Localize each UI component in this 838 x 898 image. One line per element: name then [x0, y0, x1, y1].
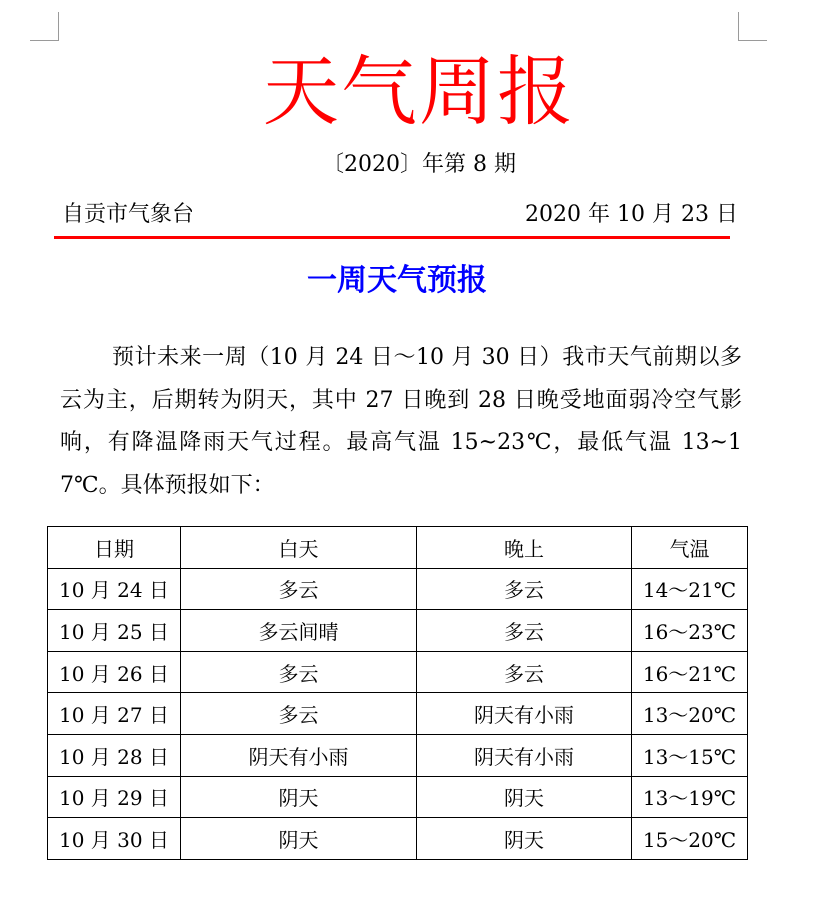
cell-date: 10 月 25 日 [48, 610, 181, 652]
table-row [48, 568, 748, 610]
cell-night: 多云 [417, 651, 632, 693]
header-night: 晚上 [417, 527, 632, 569]
cell-night: 多云 [417, 610, 632, 652]
cell-date: 10 月 29 日 [48, 776, 181, 818]
cell-daytime: 多云 [181, 651, 417, 693]
table-row [48, 693, 748, 735]
publish-date: 2020 年 10 月 23 日 [525, 202, 738, 227]
cell-temperature: 16～21℃ [632, 651, 748, 693]
cell-date: 10 月 28 日 [48, 734, 181, 776]
cell-date: 10 月 30 日 [48, 818, 181, 860]
header-date: 日期 [48, 527, 181, 569]
cell-temperature: 13～20℃ [632, 693, 748, 735]
page-corner-mark-right [738, 12, 767, 41]
cell-daytime: 多云 [181, 568, 417, 610]
cell-daytime: 多云间晴 [181, 610, 417, 652]
page-corner-mark-left [30, 12, 59, 41]
cell-night: 阴天 [417, 818, 632, 860]
cell-night: 多云 [417, 568, 632, 610]
table-row [48, 651, 748, 693]
forecast-summary: 预计未来一周（10 月 24 日～10 月 30 日）我市天气前期以多云为主，后期转为阴天，其中 27 日晚到 28 日晚受地面弱冷空气影响，有降温降雨天气过程。最高气温 15~23℃，最低气温 13~17℃。具体预报如下： [60, 345, 742, 498]
cell-night: 阴天有小雨 [417, 734, 632, 776]
cell-daytime: 阴天 [181, 776, 417, 818]
cell-date: 10 月 27 日 [48, 693, 181, 735]
publisher-name: 自贡市气象台 [62, 202, 195, 227]
table-row [48, 776, 748, 818]
table-row [48, 818, 748, 860]
forecast-table [47, 526, 748, 860]
cell-night: 阴天 [417, 776, 632, 818]
cell-date: 10 月 26 日 [48, 651, 181, 693]
issue-number: 〔2020〕年第 8 期 [322, 152, 516, 177]
cell-temperature: 16～23℃ [632, 610, 748, 652]
cell-temperature: 15～20℃ [632, 818, 748, 860]
cell-night: 阴天有小雨 [417, 693, 632, 735]
cell-daytime: 多云 [181, 693, 417, 735]
cell-daytime: 阴天有小雨 [181, 734, 417, 776]
header-temperature: 气温 [632, 527, 748, 569]
cell-date: 10 月 24 日 [48, 568, 181, 610]
cell-temperature: 14～21℃ [632, 568, 748, 610]
header-divider [54, 236, 730, 239]
table-header-row [48, 527, 748, 569]
table-row [48, 610, 748, 652]
cell-temperature: 13～19℃ [632, 776, 748, 818]
section-title: 一周天气预报 [307, 263, 487, 298]
cell-daytime: 阴天 [181, 818, 417, 860]
header-daytime: 白天 [181, 527, 417, 569]
table-row [48, 734, 748, 776]
masthead-title: 天气周报 [263, 47, 575, 136]
cell-temperature: 13～15℃ [632, 734, 748, 776]
